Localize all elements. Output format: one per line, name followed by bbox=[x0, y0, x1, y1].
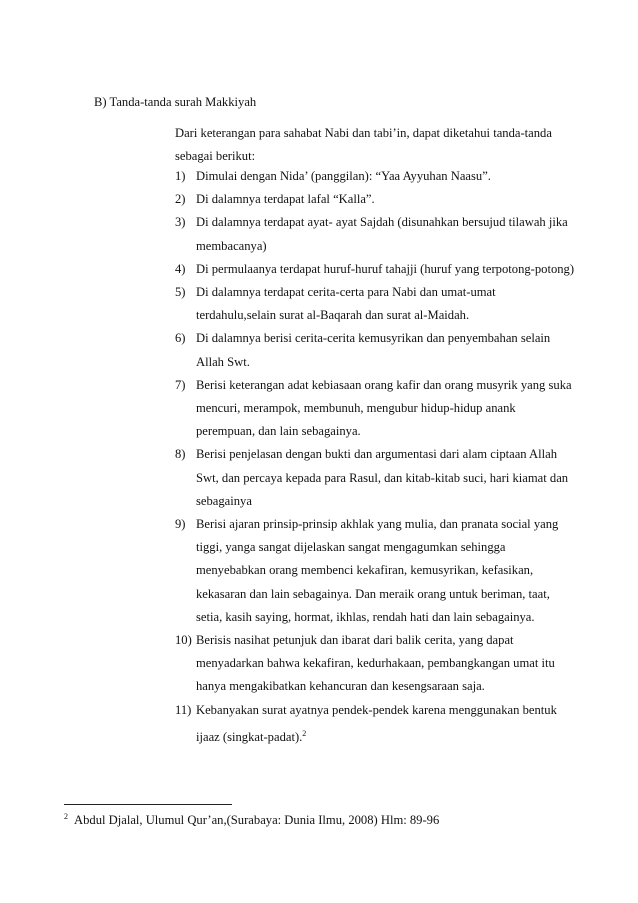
list-item-number: 3) bbox=[175, 215, 186, 230]
list-item-number: 10) bbox=[175, 633, 192, 648]
list-item-text: Berisi penjelasan dengan bukti dan argumentasi dari alam ciptaan Allah Swt, dan percaya kepada para Rasul, dan kitab-kitab suci, hari kiamat dan sebagainya bbox=[196, 447, 569, 508]
list-item-number: 5) bbox=[175, 285, 186, 300]
footnote-number: 2 bbox=[64, 812, 68, 821]
footnote-text: Abdul Djalal, Ulumul Qur’an,(Surabaya: Dunia Ilmu, 2008) Hlm: 89-96 bbox=[74, 813, 440, 828]
list-item-text: Di dalamnya terdapat lafal “Kalla”. bbox=[196, 192, 375, 207]
intro-paragraph: Dari keterangan para sahabat Nabi dan tabi’in, dapat diketahui tanda-tanda sebagai berikut: bbox=[175, 126, 552, 164]
list-item-text-body: Kebanyakan surat ayatnya pendek-pendek karena menggunakan bentuk ijaaz (singkat-padat). bbox=[196, 702, 557, 745]
list-item bbox=[175, 327, 575, 373]
footnote bbox=[64, 812, 439, 828]
list-item-text: Di dalamnya berisi cerita-cerita kemusyrikan dan penyembahan selain Allah Swt. bbox=[196, 331, 551, 369]
list-item bbox=[175, 699, 575, 750]
list-item-text: Di dalamnya terdapat cerita-certa para Nabi dan umat-umat terdahulu,selain surat al-Baqarah dan surat al-Maidah. bbox=[196, 285, 496, 323]
list-item bbox=[175, 443, 575, 513]
list-item bbox=[175, 374, 575, 444]
footnote-divider bbox=[64, 804, 232, 805]
list-item-number: 2) bbox=[175, 192, 186, 207]
list-item bbox=[175, 165, 575, 188]
list-item-text: Berisi ajaran prinsip-prinsip akhlak yang mulia, dan pranata social yang tiggi, yanga sangat dijelaskan sangat mengagumkan sehingga menyebabkan orang membenci kekafiran, kemusyrikan, kefasikan, kekasaran dan lain sebagainya. Dan meraik orang untuk beriman, taat, setia, kasih saying, hormat, ikhlas, rendah hati dan lain sebagainya. bbox=[196, 517, 559, 624]
list-item-text bbox=[196, 699, 575, 750]
list-item-text: Di dalamnya terdapat ayat- ayat Sajdah (disunahkan bersujud tilawah jika membacanya) bbox=[196, 215, 568, 253]
list-item-text: Di permulaanya terdapat huruf-huruf tahajji (huruf yang terpotong-potong) bbox=[196, 261, 575, 276]
list-item bbox=[175, 629, 575, 699]
list-item-number: 1) bbox=[175, 169, 186, 183]
list-item-text: Berisis nasihat petunjuk dan ibarat dari balik cerita, yang dapat menyadarkan bahwa kekafiran, kedurhakaan, pembangkangan umat itu hanya mengakibatkan kehancuran dan kesengsaraan saja. bbox=[196, 633, 555, 694]
list-item-text: Dimulai dengan Nida’ (panggilan): “Yaa Ayyuhan Naasu”. bbox=[196, 169, 491, 183]
list-item-number: 4) bbox=[175, 261, 186, 276]
list-item-number: 6) bbox=[175, 331, 186, 346]
footnote-reference[interactable]: 2 bbox=[302, 728, 307, 738]
list-item bbox=[175, 258, 575, 281]
list-item-number: 11) bbox=[175, 702, 192, 717]
section-heading: B) Tanda-tanda surah Makkiyah bbox=[94, 95, 257, 109]
list-item bbox=[175, 188, 575, 211]
list-item-text: Berisi keterangan adat kebiasaan orang kafir dan orang musyrik yang suka mencuri, merampok, membunuh, mengubur hidup-hidup anank perempuan, dan lain sebagainya. bbox=[196, 377, 572, 439]
list-item-number: 9) bbox=[175, 517, 186, 532]
list-item-number: 7) bbox=[175, 377, 186, 392]
list-item bbox=[175, 513, 575, 629]
list-item-number: 8) bbox=[175, 447, 186, 462]
list-item bbox=[175, 281, 575, 327]
criteria-list bbox=[175, 165, 575, 749]
list-item bbox=[175, 211, 575, 257]
